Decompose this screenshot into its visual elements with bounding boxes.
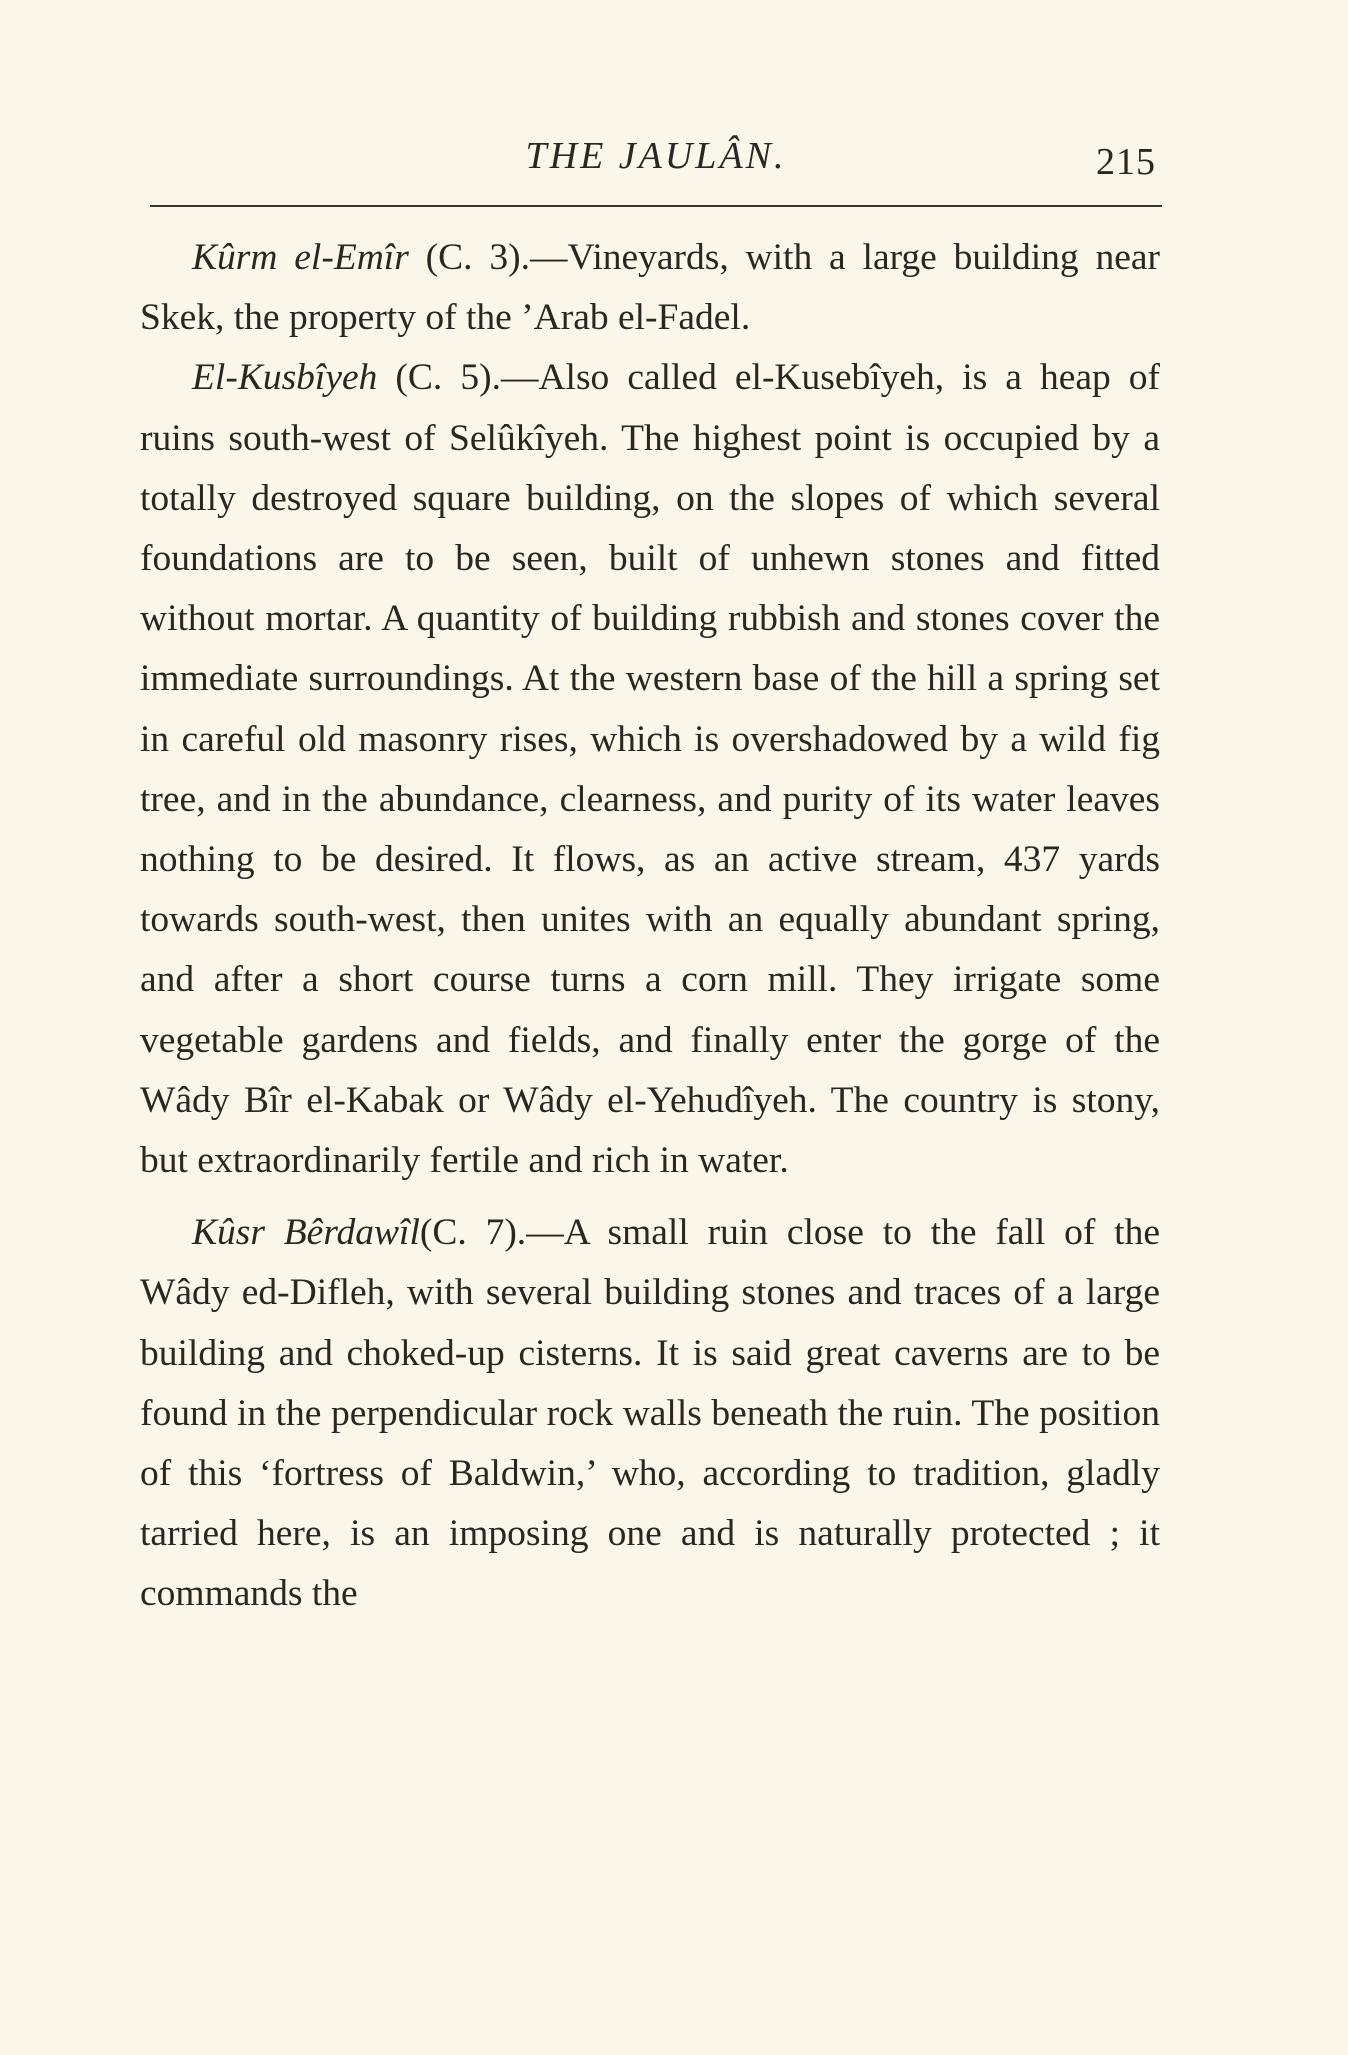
entry-description: —A small ruin close to the fall of the Wâdy ed-Difleh, with several building stones and traces of a large building and choked-up cisterns. It is said great caverns are to be found in the perpendicular rock walls beneath the ruin. The position of this ‘fortress of Baldwin,’ who, according to tradition, gladly tarried here, is an imposing one and is naturally protected ; it commands the [140, 1212, 1160, 1615]
entry-kusr-berdawil [140, 1203, 1160, 1624]
entry-kurm-el-emir [140, 228, 1160, 348]
map-reference: (C. 3). [408, 237, 530, 278]
entry-el-kusbiyeh [140, 348, 1160, 1191]
running-head [148, 134, 1164, 184]
map-reference: (C. 5). [377, 357, 501, 399]
entry-heading: Kûrm el-Emîr [192, 237, 409, 278]
entry-description: —Also called el-Kusebîyeh, is a heap of ruins south-west of Selûkîyeh. The highest point is occupied by a totally destroyed square building, on the slopes of which several foundations are to be seen, built of unhewn stones and fitted without mortar. A quantity of building rubbish and stones cover the immediate surroundings. At the western base of the hill a spring set in careful old masonry rises, which is overshadowed by a wild fig tree, and in the abundance, clearness, and purity of its water leaves nothing to be desired. It flows, as an active stream, 437 yards towards south-west, then unites with an equally abundant spring, and after a short course turns a corn mill. They irrigate some vegetable gardens and fields, and finally enter the gorge of the Wâdy Bîr el-Kabak or Wâdy el-Yehudîyeh. The country is stony, but extraordinarily fertile and rich in water. [140, 357, 1160, 1182]
entry-heading: El-Kusbîyeh [192, 357, 378, 399]
page-number: 215 [1096, 141, 1156, 183]
entry-description: —Vineyards, with a large building near Skek, the property of the ’Arab el-Fadel. [140, 237, 1160, 339]
body-text [140, 228, 1160, 1625]
entry-heading: Kûsr Bêrdawîl [192, 1212, 420, 1254]
map-reference: (C. 7). [419, 1212, 527, 1254]
running-title: THE JAULÂN. [525, 135, 787, 177]
header-rule [150, 205, 1162, 207]
